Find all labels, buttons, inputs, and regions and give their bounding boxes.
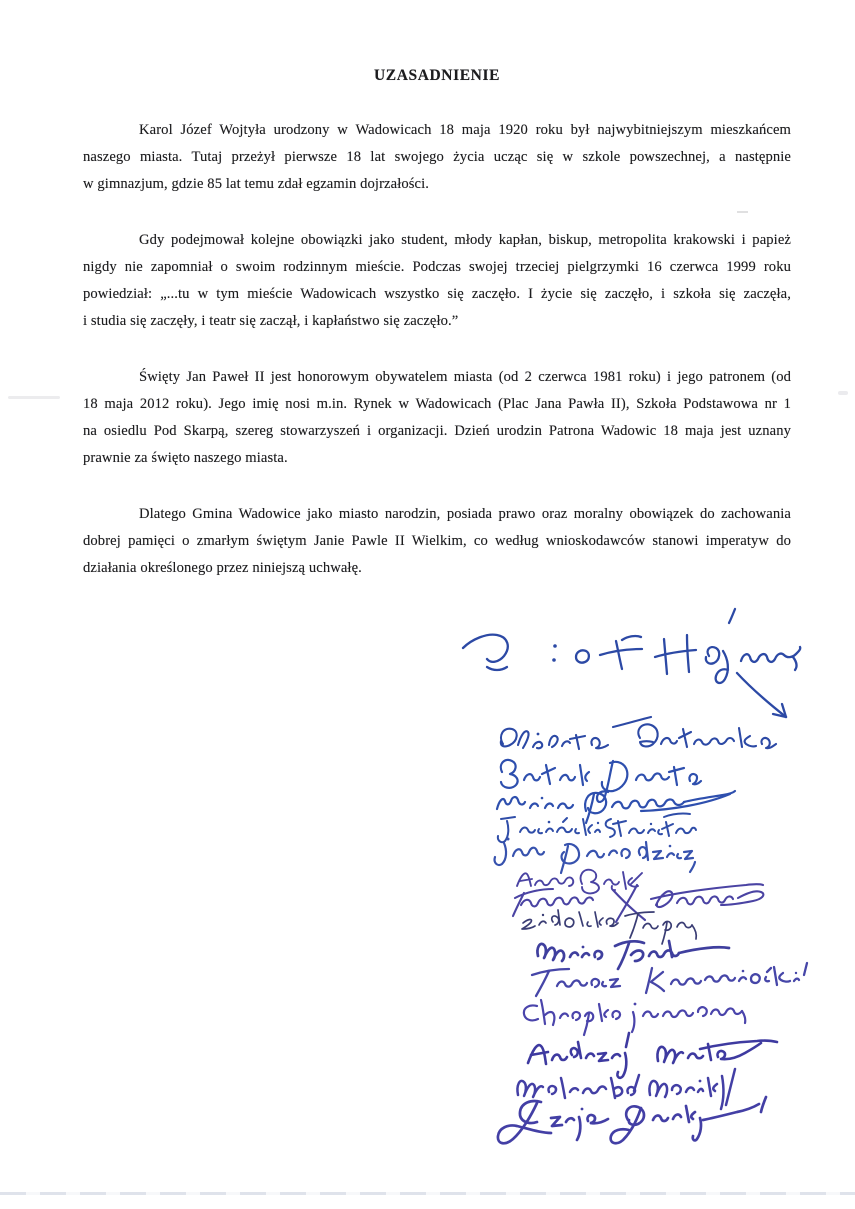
signature-3-ink (501, 760, 701, 802)
text-line: dobrej pamięci o zmarłym świętym Janie Pawle II Wielkim, co według wnioskodawców stanowi imperatyw do (83, 533, 791, 549)
text-line: w gimnazjum, gdzie 85 lat temu zdał egzamin dojrzałości. (83, 176, 430, 192)
signature-10-ink (537, 941, 729, 969)
text-line: Gdy podejmował kolejne obowiązki jako student, młody kapłan, biskup, metropolita krakowski i papież (139, 232, 791, 248)
text-line: nigdy nie zapomniał o swoim rodzinnym mieście. Podczas swojej trzeciej pielgrzymki 16 czerwca 1999 roku (83, 259, 791, 275)
text-line: naszego miasta. Tutaj przeżył pierwsze 18 lat swojego życia ucząc się w szkole powszechnej, a następnie (83, 149, 791, 165)
text-line: Dlatego Gmina Wadowice jako miasto narodzin, posiada prawo oraz moralny obowiązek do zachowania (139, 506, 791, 522)
signature-1-ink (463, 609, 800, 717)
text-line: Karol Józef Wojtyła urodzony w Wadowicach 18 maja 1920 roku był najwybitniejszym mieszkańcem (139, 122, 791, 138)
signature-5-ink (498, 814, 696, 843)
signature-14-ink (517, 1069, 735, 1109)
signature-12-ink (524, 1000, 745, 1035)
text-line: i studia się zaczęły, i teatr się zaczął, i kapłaństwo się zaczęło.” (83, 313, 459, 329)
text-line: 18 maja 2012 roku). Jego imię nosi m.in. Rynek w Wadowicach (Plac Jana Pawła II), Szkoła Podstawowa nr 1 (83, 396, 791, 412)
text-line: działania określonego przez niniejszą uchwałę. (83, 560, 362, 576)
signature-11-ink (532, 963, 807, 996)
text-line: na osiedlu Pod Skarpą, szereg stowarzyszeń i organizacji. Dzień urodzin Patrona Wadowic 18 maja jest uznany (83, 423, 791, 439)
text-line: powiedział: „...tu w tym mieście Wadowicach wszystko się zaczęło. I życie się zaczęło, i szkoła się zaczęła, (83, 286, 791, 302)
text-line: prawnie za święto naszego miasta. (83, 450, 288, 466)
signature-4-ink (497, 791, 735, 823)
document-title: UZASADNIENIE (373, 67, 501, 84)
signature-6-ink (495, 838, 695, 874)
text-line: Święty Jan Paweł II jest honorowym obywatelem miasta (od 2 czerwca 1981 roku) i jego patronem (od (139, 369, 791, 385)
signature-9-ink (522, 910, 696, 944)
signature-13-ink (528, 1033, 777, 1078)
signature-2-ink (501, 717, 776, 749)
